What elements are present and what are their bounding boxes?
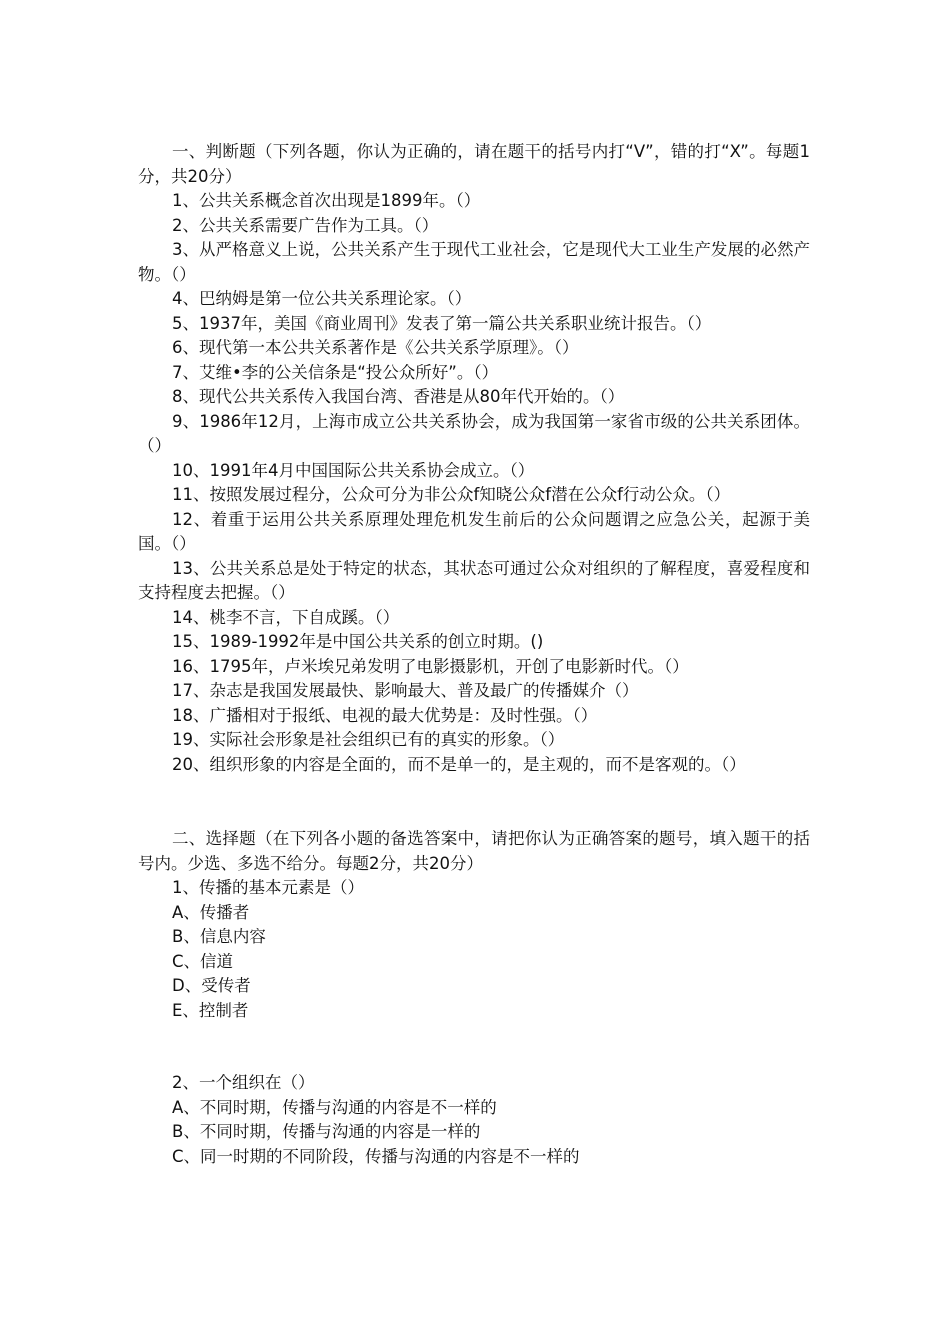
- mc-question-2-stem: 2、一个组织在（）: [172, 1073, 315, 1092]
- tf-item-8: 8、现代公共关系传入我国台湾、香港是从80年代开始的。（）: [172, 387, 625, 406]
- tf-item-20: 20、组织形象的内容是全面的，而不是单一的，是主观的，而不是客观的。（）: [172, 754, 746, 774]
- document-page: [138, 140, 810, 1169]
- question-spacer: [138, 1023, 810, 1071]
- tf-item-4: 4、巴纳姆是第一位公共关系理论家。（）: [172, 289, 472, 308]
- section-spacer: [138, 777, 810, 827]
- tf-item-5: 5、1937年，美国《商业周刊》发表了第一篇公共关系职业统计报告。（）: [172, 313, 712, 333]
- tf-item-17: 17、杂志是我国发展最快、影响最大、普及最广的传播媒介（）: [172, 681, 639, 700]
- mc-question-1-option-d: D、受传者: [172, 976, 251, 995]
- tf-item-1: 1、公共关系概念首次出现是1899年。（）: [172, 191, 481, 210]
- tf-item-16: 16、1795年，卢米埃兄弟发明了电影摄影机，开创了电影新时代。（）: [172, 656, 689, 676]
- tf-item-13: 13、公共关系总是处于特定的状态，其状态可通过公众对组织的了解程度，喜爱程度和支持程度去把握。（）: [138, 558, 810, 602]
- mc-question-2-option-b: B、不同时期，传播与沟通的内容是一样的: [172, 1122, 481, 1141]
- section1-header: 一、判断题（下列各题，你认为正确的，请在题干的括号内打“V”，错的打“X”。每题1分，共20分）: [138, 142, 810, 186]
- tf-item-11: 11、按照发展过程分，公众可分为非公众f知晓公众f潜在公众f行动公众。（）: [172, 485, 731, 504]
- tf-item-18: 18、广播相对于报纸、电视的最大优势是：及时性强。（）: [172, 705, 598, 725]
- tf-item-2: 2、公共关系需要广告作为工具。（）: [172, 215, 439, 235]
- tf-item-9: 9、1986年12月，上海市成立公共关系协会，成为我国第一家省市级的公共关系团体。（）: [138, 411, 810, 455]
- tf-item-12: 12、着重于运用公共关系原理处理危机发生前后的公众问题谓之应急公关，起源于美国。（）: [138, 509, 810, 553]
- tf-item-10: 10、1991年4月中国国际公共关系协会成立。（）: [172, 460, 535, 480]
- tf-item-7: 7、艾维•李的公关信条是“投公众所好”。（）: [172, 362, 499, 382]
- tf-item-15: 15、1989-1992年是中国公共关系的创立时期。(): [172, 632, 544, 651]
- mc-question-1-option-a: A、传播者: [172, 902, 250, 922]
- mc-question-2-option-a: A、不同时期，传播与沟通的内容是不一样的: [172, 1097, 497, 1117]
- mc-question-1-option-e: E、控制者: [172, 1000, 249, 1020]
- mc-question-1-option-b: B、信息内容: [172, 927, 266, 946]
- tf-item-19: 19、实际社会形象是社会组织已有的真实的形象。（）: [172, 730, 565, 749]
- tf-item-3: 3、从严格意义上说，公共关系产生于现代工业社会，它是现代大工业生产发展的必然产物。（）: [138, 240, 810, 284]
- section2-header: 二、选择题（在下列各小题的备选答案中，请把你认为正确答案的题号，填入题干的括号内。少选、多选不给分。每题2分，共20分）: [138, 829, 810, 873]
- mc-question-1-stem: 1、传播的基本元素是（）: [172, 878, 364, 897]
- mc-question-1-option-c: C、信道: [172, 951, 234, 971]
- tf-item-14: 14、桃李不言，下自成蹊。（）: [172, 607, 400, 627]
- tf-item-6: 6、现代第一本公共关系著作是《公共关系学原理》。（）: [172, 338, 579, 357]
- mc-question-2-option-c: C、同一时期的不同阶段，传播与沟通的内容是不一样的: [172, 1146, 580, 1166]
